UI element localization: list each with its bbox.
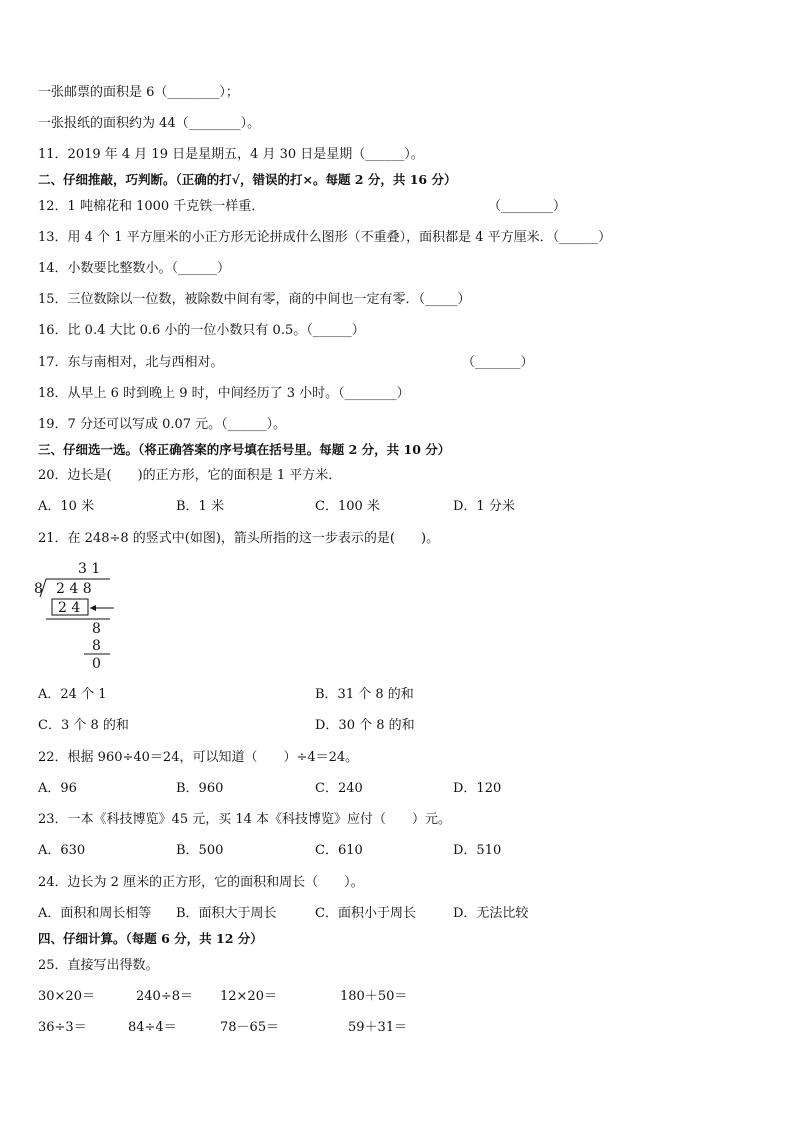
q22-option-b[interactable]: B．960 (176, 781, 224, 796)
q24-option-a[interactable]: A．面积和周长相等 (38, 906, 152, 921)
question-17-answer-blank[interactable]: （_______） (462, 355, 534, 370)
q23-option-d[interactable]: D．510 (453, 843, 502, 858)
section-3-heading: 三、仔细选一选。（将正确答案的序号填在括号里。每题 2 分，共 10 分） (38, 442, 451, 457)
question-20: 20．边长是( )的正方形，它的面积是 1 平方米． (38, 468, 342, 483)
q20-option-c[interactable]: C．100 米 (315, 499, 380, 514)
question-11: 11．2019 年 4 月 19 日是星期五，4 月 30 日是星期（______）。 (38, 147, 424, 162)
q24-option-b[interactable]: B．面积大于周长 (176, 906, 277, 921)
question-19: 19．7 分还可以写成 0.07 元。（______）。 (38, 417, 287, 432)
division-step-1: 2 4 (58, 600, 81, 616)
q20-option-d[interactable]: D．1 分米 (453, 499, 515, 514)
q22-option-d[interactable]: D．120 (453, 781, 502, 796)
calc-item: 240÷8＝ (136, 989, 193, 1004)
division-step-2: 8 (92, 638, 101, 654)
calc-item: 84÷4＝ (128, 1020, 177, 1035)
division-quotient: 3 1 (78, 561, 101, 577)
question-16: 16．比 0.4 大比 0.6 小的一位小数只有 0.5。（______） (38, 323, 365, 338)
calc-item: 12×20＝ (220, 989, 277, 1004)
q21-option-a[interactable]: A．24 个 1 (38, 687, 107, 702)
q23-option-a[interactable]: A．630 (38, 843, 86, 858)
newspaper-area-question: 一张报纸的面积约为 44（________）。 (38, 116, 261, 131)
section-2-heading: 二、仔细推敲，巧判断。（正确的打√，错误的打×。每题 2 分，共 16 分） (38, 172, 457, 187)
question-15: 15．三位数除以一位数，被除数中间有零，商的中间也一定有零．（_____） (38, 292, 471, 307)
calc-item: 36÷3＝ (38, 1020, 87, 1035)
calc-item: 59＋31＝ (348, 1020, 408, 1035)
division-remainder-1: 8 (92, 621, 101, 637)
q21-option-b[interactable]: B．31 个 8 的和 (315, 687, 414, 702)
q21-option-d[interactable]: D．30 个 8 的和 (315, 718, 415, 733)
q21-option-c[interactable]: C．3 个 8 的和 (38, 718, 129, 733)
q20-option-a[interactable]: A．10 米 (38, 499, 95, 514)
question-22: 22．根据 960÷40＝24，可以知道（ ）÷4＝24。 (38, 750, 359, 765)
q20-option-b[interactable]: B．1 米 (176, 499, 224, 514)
division-dividend: 2 4 8 (56, 581, 92, 597)
question-12-answer-blank[interactable]: （________） (488, 199, 567, 214)
long-division-figure (30, 555, 130, 675)
q23-option-c[interactable]: C．610 (315, 843, 363, 858)
question-25: 25．直接写出得数。 (38, 958, 159, 973)
division-divisor: 8 (34, 581, 43, 597)
question-24: 24．边长为 2 厘米的正方形，它的面积和周长（ ）。 (38, 875, 364, 890)
q22-option-a[interactable]: A．96 (38, 781, 77, 796)
question-23: 23．一本《科技博览》45 元，买 14 本《科技博览》应付（ ）元。 (38, 812, 452, 827)
question-14: 14．小数要比整数小。（______） (38, 261, 231, 276)
q23-option-b[interactable]: B．500 (176, 843, 224, 858)
calc-item: 30×20＝ (38, 989, 95, 1004)
stamp-area-question: 一张邮票的面积是 6（________）； (38, 85, 239, 100)
question-21: 21．在 248÷8 的竖式中(如图)，箭头所指的这一步表示的是( )。 (38, 531, 440, 546)
question-12: 12．1 吨棉花和 1000 千克铁一样重． (38, 199, 265, 214)
calc-item: 180＋50＝ (340, 989, 408, 1004)
q24-option-d[interactable]: D．无法比较 (453, 906, 529, 921)
q24-option-c[interactable]: C．面积小于周长 (315, 906, 416, 921)
division-final: 0 (92, 656, 101, 672)
question-13: 13．用 4 个 1 平方厘米的小正方形无论拼成什么图形（不重叠），面积都是 4 平方厘米．（______） (38, 230, 612, 245)
question-18: 18．从早上 6 时到晚上 9 时，中间经历了 3 小时。（________） (38, 386, 410, 401)
arrow-head-icon (90, 605, 96, 611)
q22-option-c[interactable]: C．240 (315, 781, 363, 796)
calc-item: 78－65＝ (220, 1020, 280, 1035)
section-4-heading: 四、仔细计算。（每题 6 分，共 12 分） (38, 931, 263, 946)
question-17: 17．东与南相对，北与西相对。 (38, 355, 224, 370)
